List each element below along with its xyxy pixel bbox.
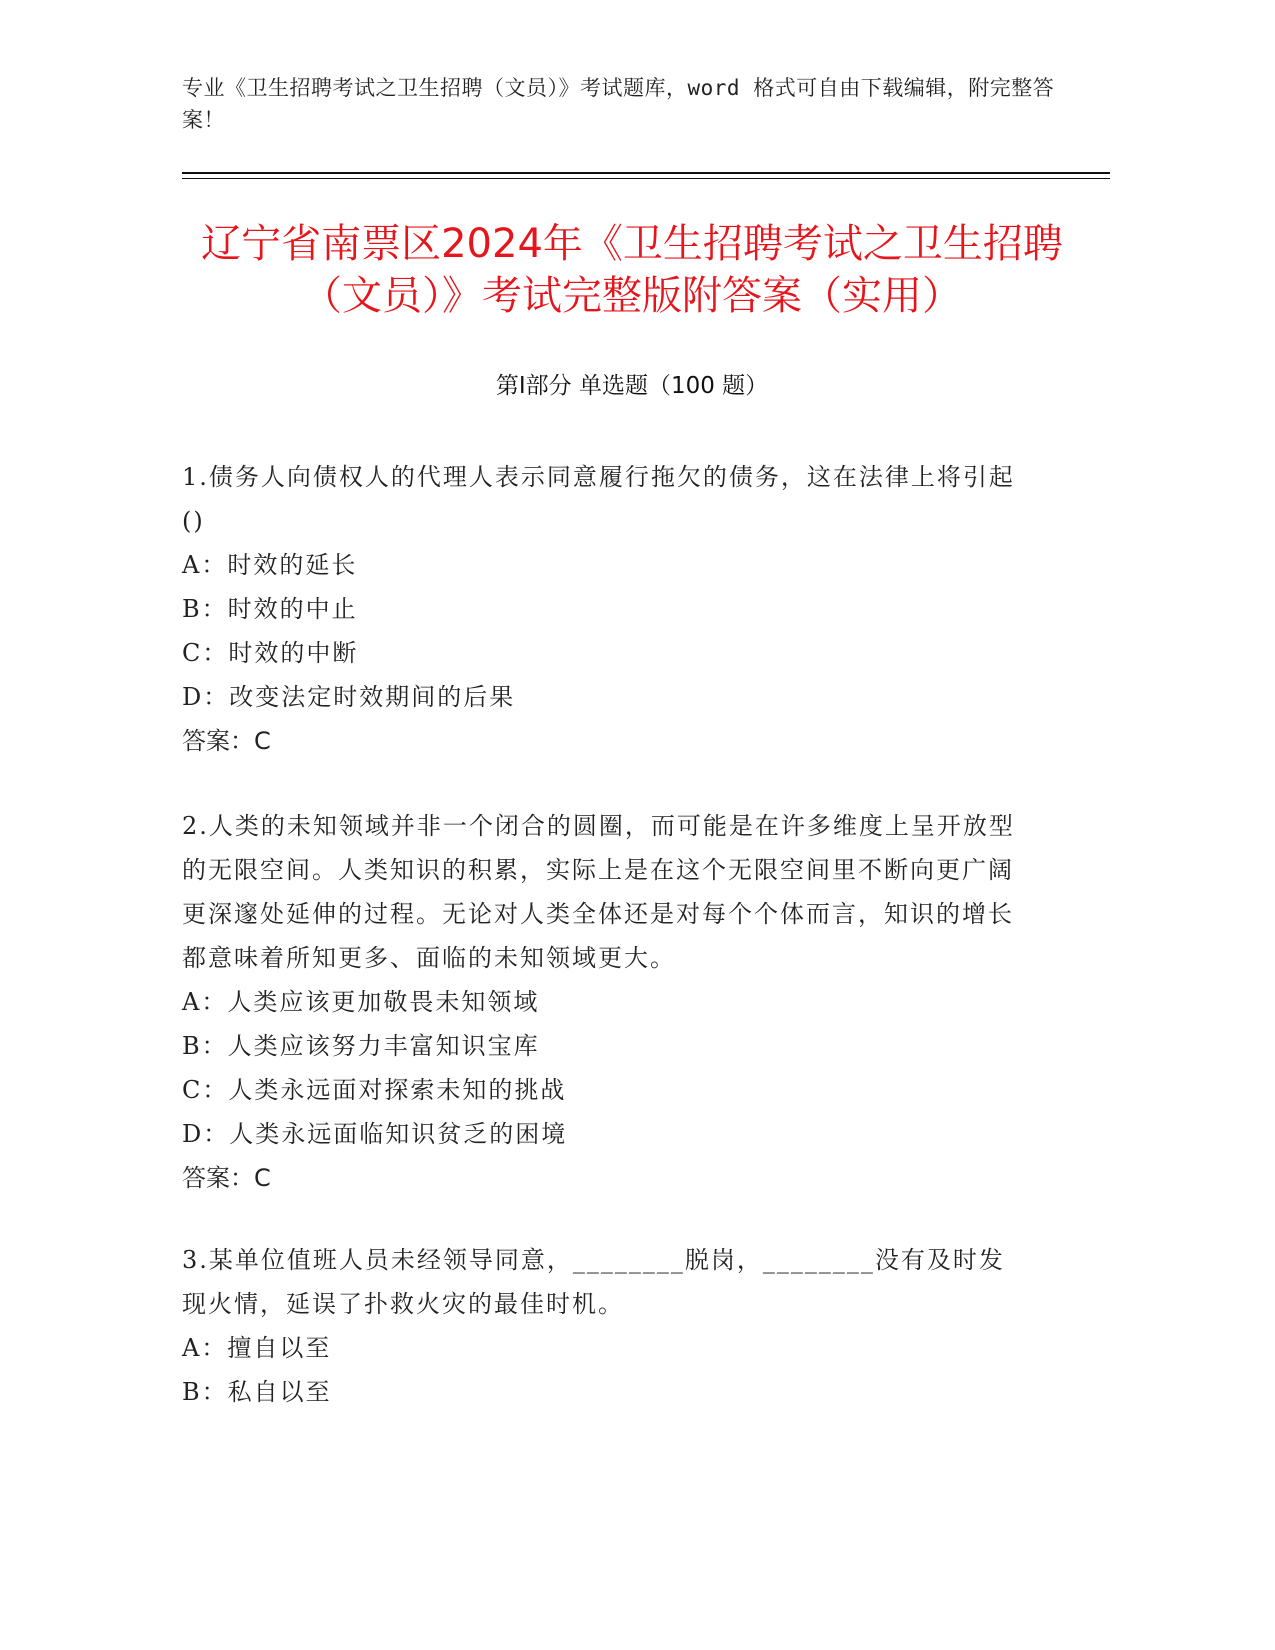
question-3 — [182, 1238, 1027, 1414]
option-c: C：时效的中断 — [182, 639, 359, 667]
option-d: D：改变法定时效期间的后果 — [182, 683, 516, 711]
option-a: A：人类应该更加敬畏未知领域 — [182, 988, 540, 1016]
header-note: 专业《卫生招聘考试之卫生招聘（文员）》考试题库，word 格式可自由下载编辑，附完整答案！ — [182, 76, 1055, 132]
option-a: A：时效的延长 — [182, 551, 358, 579]
option-a: A：擅自以至 — [182, 1334, 332, 1362]
question-stem: 2.人类的未知领域并非一个闭合的圆圈，而可能是在许多维度上呈开放型的无限空间。人类知识的积累，实际上是在这个无限空间里不断向更广阔更深邃处延伸的过程。无论对人类全体还是对每个个体而言，知识的增长都意味着所知更多、面临的未知领域更大。 — [182, 812, 1015, 972]
document-title: 辽宁省南票区2024年《卫生招聘考试之卫生招聘（文员）》考试完整版附答案（实用） — [201, 221, 1063, 319]
header-divider-thin — [182, 178, 1110, 179]
question-2 — [182, 804, 1027, 1200]
option-b: B：人类应该努力丰富知识宝库 — [182, 1032, 540, 1060]
option-b: B：时效的中止 — [182, 595, 358, 623]
answer: 答案：C — [182, 727, 271, 755]
option-d: D：人类永远面临知识贫乏的困境 — [182, 1120, 568, 1148]
section-heading: 第Ⅰ部分 单选题（100 题） — [495, 373, 769, 399]
question-stem: 1.债务人向债权人的代理人表示同意履行拖欠的债务，这在法律上将引起() — [182, 463, 1015, 535]
option-b: B：私自以至 — [182, 1378, 332, 1406]
question-stem: 3.某单位值班人员未经领导同意，________脱岗，________没有及时发现火情，延误了扑救火灾的最佳时机。 — [182, 1246, 1005, 1318]
option-c: C：人类永远面对探索未知的挑战 — [182, 1076, 567, 1104]
question-1 — [182, 455, 1027, 763]
answer: 答案：C — [182, 1164, 271, 1192]
header-divider-thick — [182, 172, 1110, 174]
